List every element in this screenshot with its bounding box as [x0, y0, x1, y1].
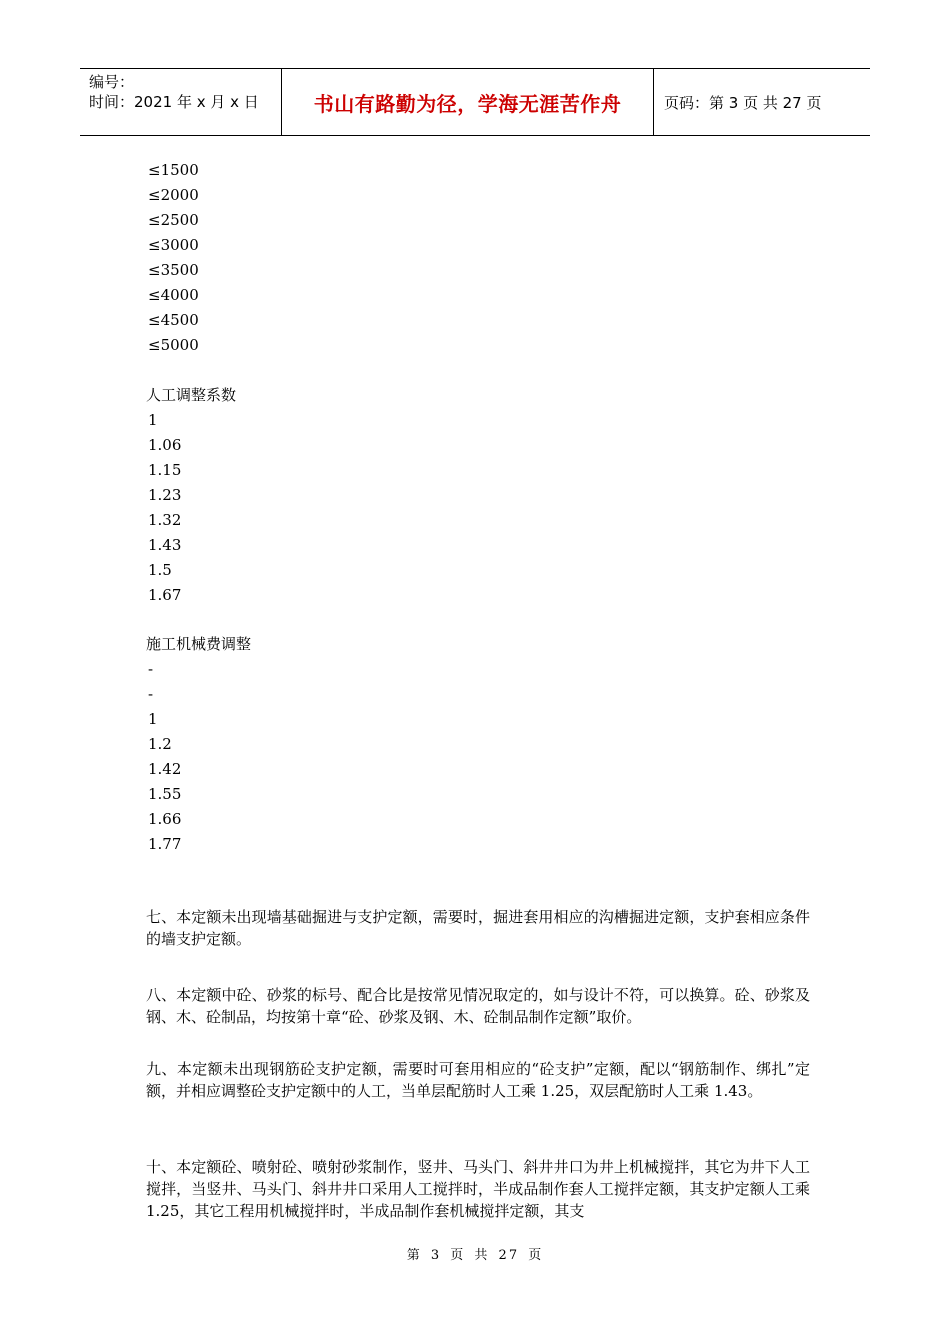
list-item: 1.06 [148, 436, 182, 454]
list-item: ≤1500 [148, 161, 199, 179]
list-item: 1 [148, 411, 158, 429]
paragraph-8: 八、本定额中砼、砂浆的标号、配合比是按常见情况取定的，如与设计不符，可以换算。砼、砂浆及钢、木、砼制品，均按第十章“砼、砂浆及钢、木、砼制品制作定额”取价。 [146, 986, 810, 1026]
list-item: 1.77 [148, 835, 182, 853]
page-footer: 第 3 页 共 27 页 [406, 1248, 544, 1263]
header-page-info: 页码：第 3 页 共 27 页 [664, 93, 822, 112]
list-item: 1.23 [148, 486, 182, 504]
list-item: ≤2000 [148, 186, 199, 204]
paragraph-10: 十、本定额砼、喷射砼、喷射砂浆制作，竖井、马头门、斜井井口为井上机械搅拌，其它为井下人工搅拌，当竖井、马头门、斜井井口采用人工搅拌时，半成品制作套人工搅拌定额，其支护定额人工乘 1.25，其它工程用机械搅拌时，半成品制作套机械搅拌定额，其支 [146, 1158, 810, 1220]
list-item: 1.42 [148, 760, 182, 778]
list-item: - [148, 685, 154, 703]
list-item: ≤3000 [148, 236, 199, 254]
list-item: 1.43 [148, 536, 182, 554]
list-item: 1.2 [148, 735, 172, 753]
machinery-heading: 施工机械费调整 [146, 635, 252, 653]
labor-coefficient-list [146, 383, 236, 608]
depth-list [148, 158, 199, 358]
list-item: ≤4000 [148, 286, 199, 304]
list-item: ≤2500 [148, 211, 199, 229]
list-item: 1.15 [148, 461, 182, 479]
list-item: ≤5000 [148, 336, 199, 354]
header-meta [80, 69, 281, 135]
paragraph-9: 九、本定额未出现钢筋砼支护定额，需要时可套用相应的“砼支护”定额，配以“钢筋制作、绑扎”定额，并相应调整砼支护定额中的人工，当单层配筋时人工乘 1.25，双层配筋时人工乘 1.43。 [146, 1060, 810, 1100]
list-item: - [148, 660, 154, 678]
document-date: 时间：2021 年 x 月 x 日 [89, 93, 259, 111]
header-motto: 书山有路勤为径，学海无涯苦作舟 [281, 69, 654, 135]
list-item: 1.67 [148, 586, 182, 604]
list-item: 1.32 [148, 511, 182, 529]
paragraph-7: 七、本定额未出现墙基础掘进与支护定额，需要时，掘进套用相应的沟槽掘进定额，支护套相应条件的墙支护定额。 [146, 908, 810, 948]
list-item: ≤4500 [148, 311, 199, 329]
list-item: 1.5 [148, 561, 172, 579]
list-item: ≤3500 [148, 261, 199, 279]
list-item: 1.66 [148, 810, 182, 828]
page-header [80, 68, 870, 136]
machinery-adjustment-list [146, 632, 251, 857]
labor-heading: 人工调整系数 [146, 386, 237, 404]
list-item: 1 [148, 710, 158, 728]
document-number-label: 编号： [89, 73, 135, 91]
list-item: 1.55 [148, 785, 182, 803]
